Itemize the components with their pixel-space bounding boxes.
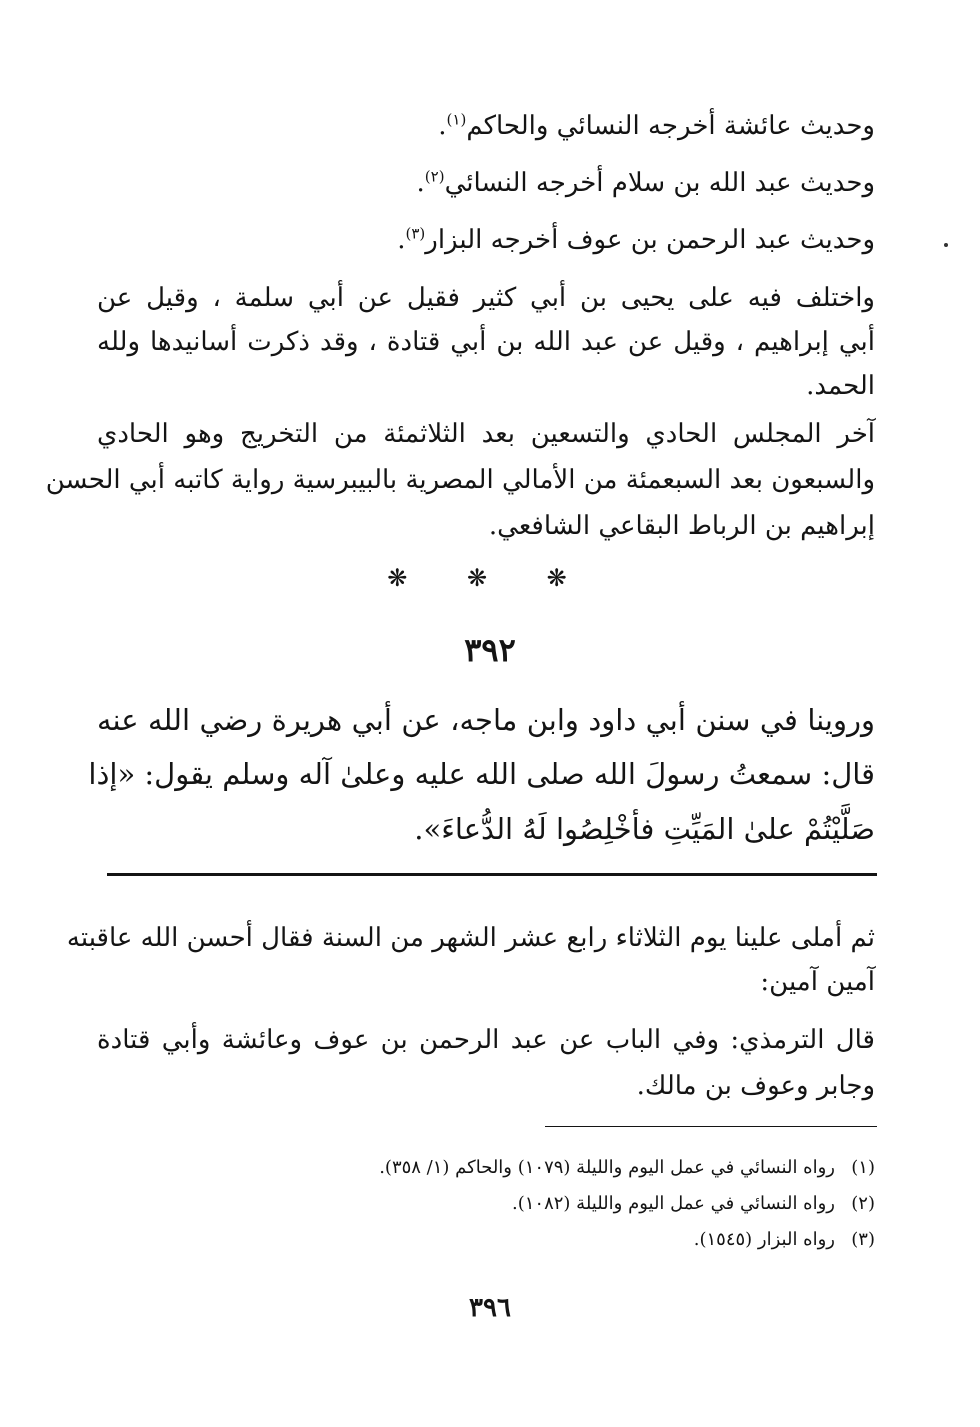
post-line: قال الترمذي: وفي الباب عن عبد الرحمن بن عوف وعائشة وأبي قتادة <box>97 1025 875 1055</box>
body-line: أبي إبراهيم ، وقيل عن عبد الله بن أبي قتادة ، وقد ذكرت أسانيدها ولله <box>97 327 875 357</box>
hadith-line: صَلَّيْتُمْ علىٰ المَيِّتِ فأخْلِصُوا لَهُ الدُّعاءَ». <box>414 812 875 846</box>
footnote-ref-1: (١) <box>446 110 467 129</box>
footnote-number: (٣) <box>851 1229 875 1250</box>
footnote-text: رواه النسائي في عمل اليوم والليلة (١٠٧٩) والحاكم (١/ ٣٥٨). <box>379 1157 835 1178</box>
page-number: ٣٩٦ <box>469 1293 511 1323</box>
hadith-line: وروينا في سنن أبي داود وابن ماجه، عن أبي هريرة رضي الله عنه <box>97 703 875 737</box>
hadith-line: قال: سمعتُ رسولَ الله صلى الله عليه وعلىٰ آله وسلم يقول: «إذا <box>88 757 875 791</box>
section-divider-stars: ❋ ❋ ❋ <box>387 564 593 592</box>
footnote-rule <box>545 1126 877 1127</box>
footnote-2 <box>512 1190 875 1218</box>
hadith-ref-ibn-awf: وحديث عبد الرحمن بن عوف أخرجه البزار$^{(٣)}$. <box>397 224 875 255</box>
post-line: ثم أملى علينا يوم الثلاثاء رابع عشر الشهر من السنة فقال أحسن الله عاقبته <box>66 923 875 953</box>
hadith-ref-ibn-salam: وحديث عبد الله بن سلام أخرجه النسائي$^{(٢)}$. <box>416 167 875 198</box>
footnote-text: رواه النسائي في عمل اليوم والليلة (١٠٨٢). <box>512 1193 835 1214</box>
stray-mark <box>944 243 948 247</box>
separator-rule <box>107 873 877 876</box>
footnote-1 <box>379 1154 875 1182</box>
body-line: واختلف فيه على يحيى بن أبي كثير فقيل عن أبي سلمة ، وقيل عن <box>97 283 875 313</box>
footnote-number: (٢) <box>851 1193 875 1214</box>
footnote-number: (١) <box>851 1157 875 1178</box>
body-line: آخر المجلس الحادي والتسعين بعد الثلاثمئة من التخريج وهو الحادي <box>97 419 875 449</box>
footnote-text: رواه البزار (١٥٤٥). <box>693 1229 835 1250</box>
footnote-ref-3: (٣) <box>405 224 426 243</box>
post-line: وجابر وعوف بن مالك. <box>636 1071 875 1101</box>
section-number: ٣٩٢ <box>464 631 516 669</box>
body-line: إبراهيم بن الرباط البقاعي الشافعي. <box>488 511 875 541</box>
post-line: آمين آمين: <box>760 967 875 997</box>
hadith-ref-aisha: وحديث عائشة أخرجه النسائي والحاكم$^{(١)}$. <box>438 110 875 141</box>
footnote-3 <box>694 1226 875 1254</box>
body-line: والسبعون بعد السبعمئة من الأمالي المصرية بالبيبرسية رواية كاتبه أبي الحسن <box>45 465 875 495</box>
footnote-ref-2: (٢) <box>424 167 445 186</box>
body-line: الحمد. <box>806 371 875 401</box>
